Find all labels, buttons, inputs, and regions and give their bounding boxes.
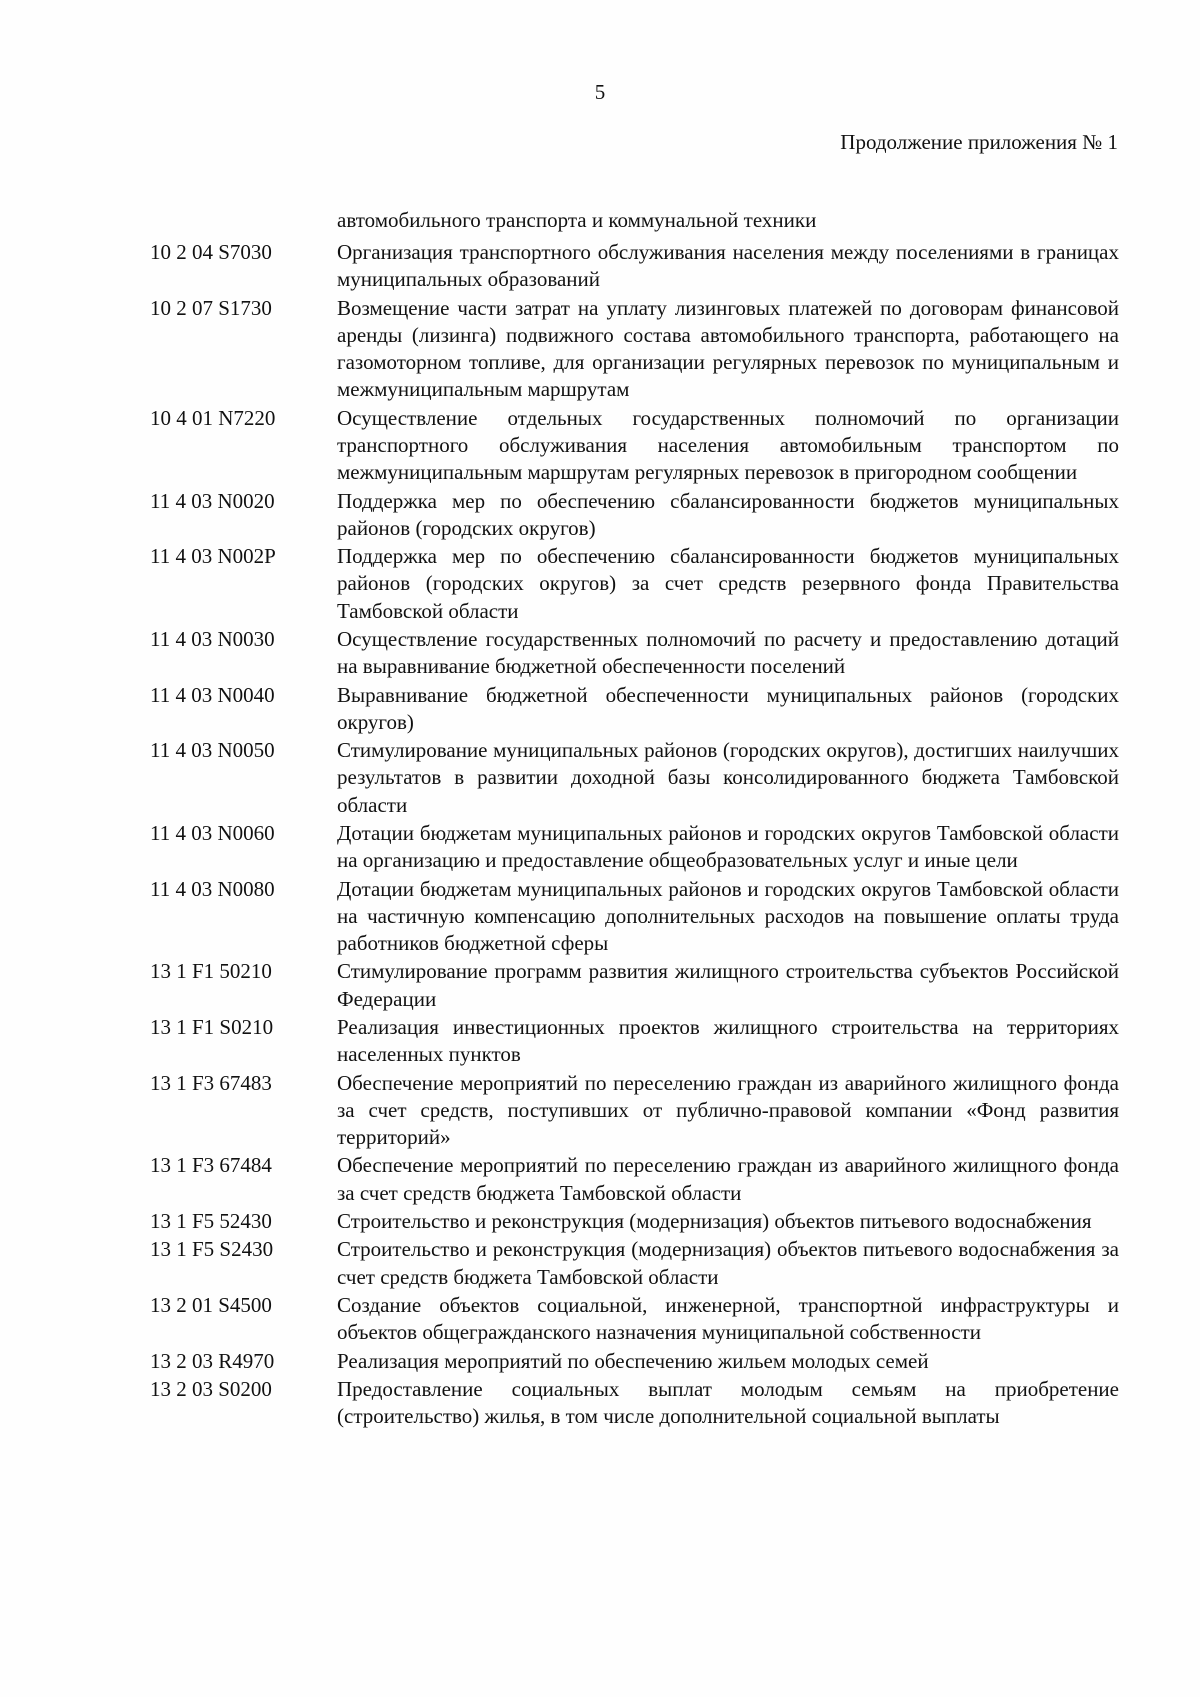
budget-code-description: Обеспечение мероприятий по переселению граждан из аварийного жилищного фонда за счет средств бюджета Тамбовской области: [337, 1153, 1119, 1205]
budget-code-description: Организация транспортного обслуживания населения между поселениями в границах муниципальных образований: [337, 240, 1119, 292]
list-item: [0, 1292, 1200, 1346]
budget-code: 11 4 03 N0030: [150, 626, 275, 651]
continuation-label: Продолжение приложения № 1: [840, 130, 1118, 154]
budget-code: 13 1 F3 67484: [150, 1153, 272, 1178]
budget-code: 11 4 03 N0040: [150, 682, 275, 707]
list-item: [0, 239, 1200, 293]
budget-code-description: Обеспечение мероприятий по переселению граждан из аварийного жилищного фонда за счет средств, поступивших от публично-правовой компании «Фонд развития территорий»: [337, 1070, 1119, 1149]
budget-code: 13 1 F1 S0210: [150, 1014, 274, 1039]
budget-code-description: Поддержка мер по обеспечению сбалансированности бюджетов муниципальных районов (городских округов): [337, 488, 1119, 540]
budget-code: 13 1 F1 50210: [150, 959, 272, 984]
list-item: [0, 958, 1200, 1012]
budget-code: 11 4 03 N0050: [150, 738, 275, 763]
budget-code-list: [0, 207, 1200, 1432]
budget-code-description: Дотации бюджетам муниципальных районов и городских округов Тамбовской области на частичную компенсацию дополнительных расходов на повышение оплаты труда работников бюджетной сферы: [337, 876, 1119, 955]
page-number: 5: [594, 80, 606, 104]
budget-code-description: Реализация мероприятий по обеспечению жильем молодых семей: [337, 1348, 929, 1373]
budget-code-description: Поддержка мер по обеспечению сбалансированности бюджетов муниципальных районов (городских округов) за счет средств резервного фонда Правительства Тамбовской области: [337, 544, 1119, 623]
budget-code-description: автомобильного транспорта и коммунальной техники: [337, 208, 817, 232]
budget-code-description: Реализация инвестиционных проектов жилищного строительства на территориях населенных пунктов: [337, 1014, 1119, 1067]
list-item: [0, 207, 1200, 234]
list-item: [0, 405, 1200, 487]
budget-code: 13 1 F5 52430: [150, 1208, 272, 1233]
budget-code-description: Стимулирование программ развития жилищного строительства субъектов Российской Федерации: [337, 959, 1119, 1011]
list-item: [0, 820, 1200, 874]
budget-code: 13 2 01 S4500: [150, 1292, 272, 1317]
budget-code: 10 2 07 S1730: [150, 295, 272, 320]
list-item: [0, 1376, 1200, 1430]
list-item: [0, 626, 1200, 680]
list-item: [0, 737, 1200, 819]
budget-code: 11 4 03 N0080: [150, 876, 275, 901]
budget-code-description: Строительство и реконструкция (модернизация) объектов питьевого водоснабжения: [337, 1208, 1092, 1233]
budget-code-description: Создание объектов социальной, инженерной, транспортной инфраструктуры и объектов общегражданского назначения муниципальной собственности: [337, 1292, 1119, 1345]
list-item: [0, 543, 1200, 625]
budget-code-description: Дотации бюджетам муниципальных районов и городских округов Тамбовской области на организацию и предоставление общеобразовательных услуг и иные цели: [337, 820, 1119, 873]
budget-code: 11 4 03 N0020: [150, 488, 275, 513]
list-item: [0, 1236, 1200, 1290]
list-item: [0, 1070, 1200, 1152]
budget-code-description: Строительство и реконструкция (модернизация) объектов питьевого водоснабжения за счет средств бюджета Тамбовской области: [337, 1237, 1119, 1289]
budget-code-description: Предоставление социальных выплат молодым семьям на приобретение (строительство) жилья, в том числе дополнительной социальной выплаты: [337, 1376, 1119, 1429]
budget-code-description: Стимулирование муниципальных районов (городских округов), достигших наилучших результатов в развитии доходной базы консолидированного бюджета Тамбовской области: [337, 738, 1119, 817]
budget-code: 10 2 04 S7030: [150, 240, 272, 265]
budget-code: 13 1 F3 67483: [150, 1070, 272, 1095]
budget-code-description: Осуществление отдельных государственных полномочий по организации транспортного обслуживания населения автомобильным транспортом по межмуниципальным маршрутам регулярных перевозок в пригородном сообщении: [337, 405, 1119, 485]
list-item: [0, 682, 1200, 736]
list-item: [0, 295, 1200, 404]
budget-code: 11 4 03 N0060: [150, 820, 275, 845]
list-item: [0, 876, 1200, 958]
budget-code: 13 2 03 S0200: [150, 1376, 272, 1401]
list-item: [0, 1208, 1200, 1235]
budget-code: 11 4 03 N002P: [150, 544, 276, 569]
budget-code: 10 4 01 N7220: [150, 405, 276, 430]
list-item: [0, 488, 1200, 542]
budget-code-description: Возмещение части затрат на уплату лизинговых платежей по договорам финансовой аренды (лизинга) подвижного состава автомобильного транспорта, работающего на газомоторном топливе, для организации регулярных перевозок по муниципальным и межмуниципальным маршрутам: [337, 295, 1119, 402]
budget-code-description: Осуществление государственных полномочий по расчету и предоставлению дотаций на выравнивание бюджетной обеспеченности поселений: [337, 626, 1119, 679]
list-item: [0, 1014, 1200, 1068]
budget-code: 13 1 F5 S2430: [150, 1237, 274, 1262]
budget-code-description: Выравнивание бюджетной обеспеченности муниципальных районов (городских округов): [337, 682, 1119, 734]
list-item: [0, 1152, 1200, 1206]
list-item: [0, 1348, 1200, 1375]
budget-code: 13 2 03 R4970: [150, 1348, 275, 1373]
